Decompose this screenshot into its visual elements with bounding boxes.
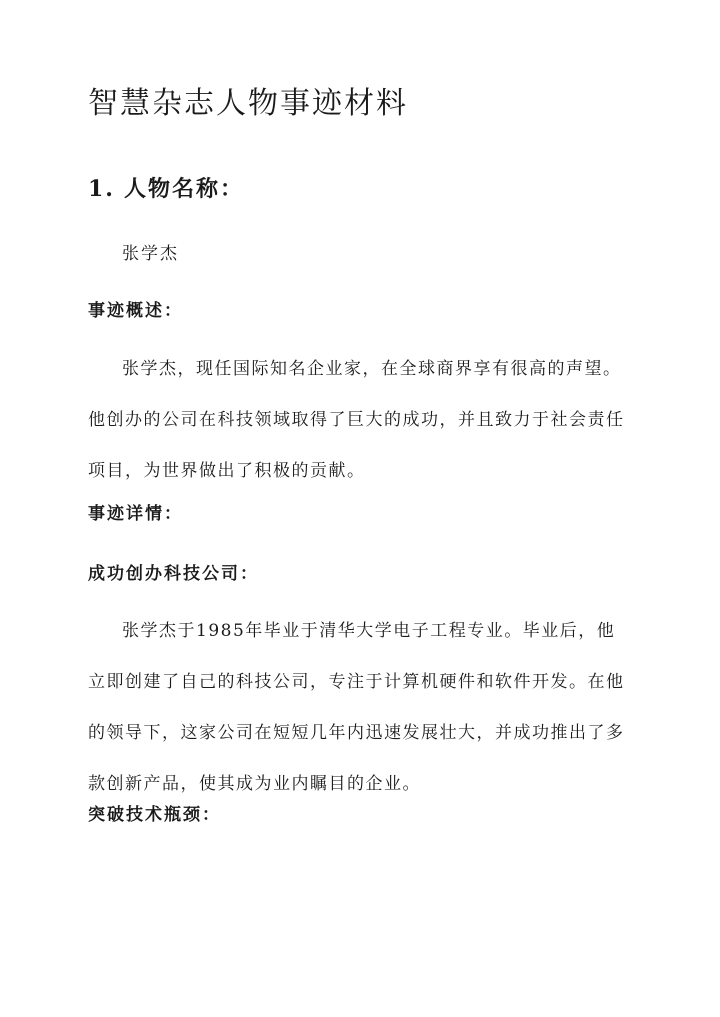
paragraph-line: 立即创建了自己的科技公司，专注于计算机硬件和软件开发。在他	[88, 672, 625, 692]
section-number: 1.	[88, 176, 115, 202]
paragraph-line: 款创新产品，使其成为业内瞩目的企业。	[88, 774, 421, 794]
founding-paragraph	[88, 606, 636, 810]
paragraph-line: 他创办的公司在科技领域取得了巨大的成功，并且致力于社会责任	[88, 410, 625, 430]
paragraph-line	[88, 344, 636, 395]
section-heading-person-name	[88, 171, 244, 207]
document-title: 智慧杂志人物事迹材料	[88, 86, 408, 121]
details-heading: 事迹详情：	[88, 504, 183, 524]
founding-heading: 成功创办科技公司：	[88, 564, 259, 584]
paragraph-line	[88, 606, 636, 657]
paragraph-line: 的领导下，这家公司在短短几年内迅速发展壮大，并成功推出了多	[88, 723, 625, 743]
paragraph-line-text: 张学杰，现任国际知名企业家，在全球商界享有很高的声望。	[122, 359, 622, 379]
summary-heading: 事迹概述：	[88, 301, 183, 321]
breakthrough-heading: 突破技术瓶颈：	[88, 805, 221, 825]
section-heading-label: 人物名称：	[124, 176, 245, 202]
summary-paragraph	[88, 344, 636, 497]
paragraph-line: 项目，为世界做出了积极的贡献。	[88, 461, 366, 481]
person-name: 张学杰	[122, 244, 179, 264]
paragraph-line-text: 张学杰于1985年毕业于清华大学电子工程专业。毕业后，他	[122, 621, 616, 641]
